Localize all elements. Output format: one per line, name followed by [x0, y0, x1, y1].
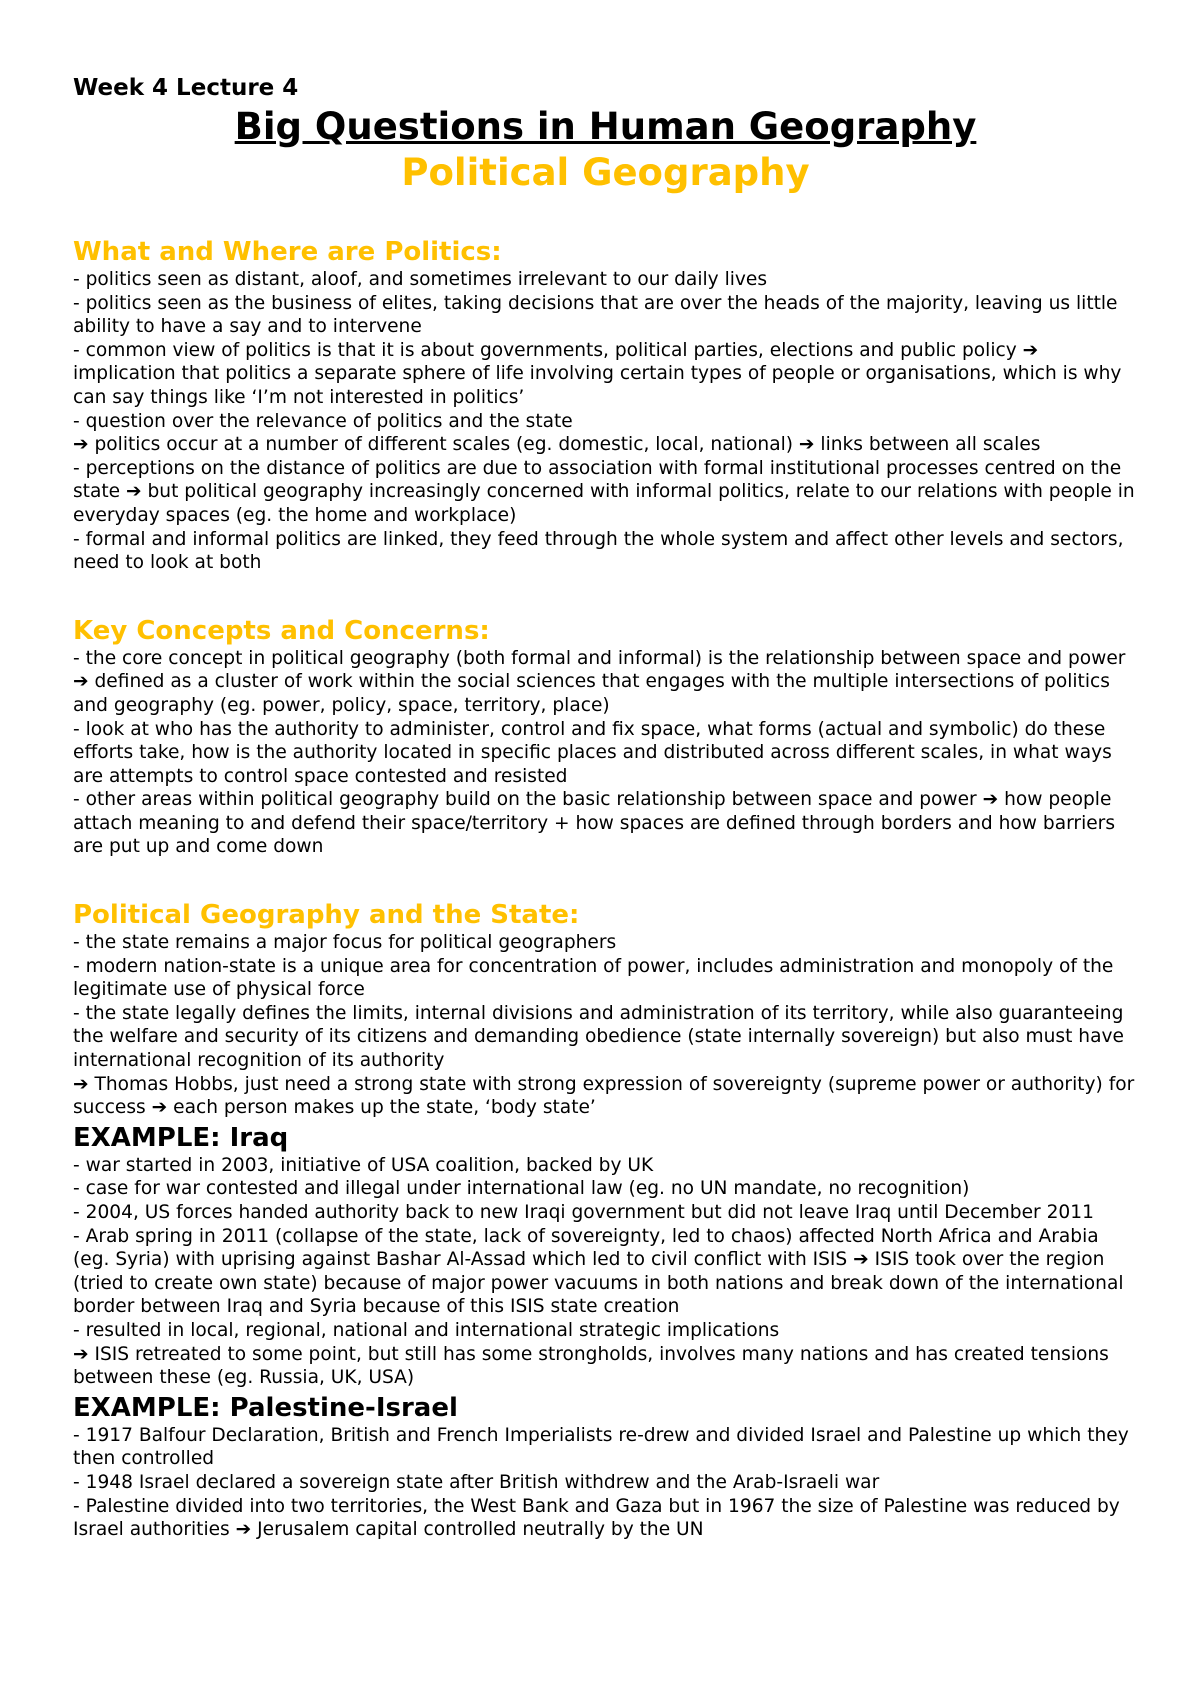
- bullet-item: - the state remains a major focus for political geographers: [73, 932, 617, 954]
- bullet-item: - politics seen as distant, aloof, and sometimes irrelevant to our daily lives: [73, 269, 768, 290]
- example-heading: EXAMPLE: Iraq: [73, 1122, 289, 1153]
- section-what-and-where: [73, 236, 1138, 575]
- bullet-list: [73, 931, 1138, 1120]
- bullet-item: - war started in 2003, initiative of USA coalition, backed by UK: [73, 1154, 654, 1176]
- example-heading: EXAMPLE: Palestine-Israel: [73, 1392, 458, 1423]
- bullet-item: - question over the relevance of politics and the state: [73, 410, 573, 432]
- document-title: Big Questions in Human Geography: [234, 105, 977, 148]
- section-heading: What and Where are Politics:: [73, 237, 502, 267]
- bullet-item: - the core concept in political geography (both formal and informal) is the relationship between space and power ➔ defined as a cluster of work within the social sciences that engages with the multiple intersections of politics and geography (eg. power, policy, space, territory, place): [73, 647, 1126, 716]
- week-label: Week 4 Lecture 4: [73, 75, 299, 101]
- bullet-item: - 1917 Balfour Declaration, British and French Imperialists re-drew and divided Israel and Palestine up which they then controlled: [73, 1424, 1129, 1470]
- document-subtitle: Political Geography: [401, 151, 810, 194]
- bullet-item: - look at who has the authority to administer, control and fix space, what forms (actual and symbolic) do these efforts take, how is the authority located in specific places and distributed across different scales, in what ways are attempts to control space contested and resisted: [73, 718, 1112, 787]
- bullet-item: - 2004, US forces handed authority back to new Iraqi government but did not leave Iraq until December 2011: [73, 1202, 1094, 1223]
- section-heading: Key Concepts and Concerns:: [73, 615, 490, 646]
- bullet-item: - perceptions on the distance of politics are due to association with formal institutional processes centred on the state ➔ but political geography increasingly concerned with informal politics, relate to our relations with people in everyday spaces (eg. the home and workplace): [73, 457, 1135, 526]
- bullet-item: ➔ politics occur at a number of different scales (eg. domestic, local, national) ➔ links between all scales: [73, 434, 1041, 456]
- bullet-item: - Arab spring in 2011 (collapse of the state, lack of sovereignty, led to chaos) affected North Africa and Arabia (eg. Syria) with uprising against Bashar Al-Assad which led to civil conflict with ISIS ➔ ISIS took over the region (tried to create own state) because of major power vacuums in both nations and break down of the international border between Iraq and Syria because of this ISIS state creation: [73, 1225, 1124, 1318]
- bullet-list: [73, 268, 1138, 575]
- bullet-item: - other areas within political geography build on the basic relationship between space and power ➔ how people attach meaning to and defend their space/territory + how spaces are defined through borders and how barriers are put up and come down: [73, 789, 1116, 858]
- bullet-item: - the state legally defines the limits, internal divisions and administration of its territory, while also guaranteeing the welfare and security of its citizens and demanding obedience (state internally sovereign) but also must have international recognition of its authority: [73, 1002, 1124, 1072]
- bullet-item: - Palestine divided into two territories, the West Bank and Gaza but in 1967 the size of Palestine was reduced by Israel authorities ➔ Jerusalem capital controlled neutrally by the UN: [73, 1495, 1120, 1541]
- section-heading: Political Geography and the State:: [73, 900, 580, 931]
- example-iraq: [73, 1122, 1138, 1390]
- bullet-item: - politics seen as the business of elites, taking decisions that are over the heads of the majority, leaving us little ability to have a say and to intervene: [73, 292, 1118, 338]
- bullet-item: ➔ Thomas Hobbs, just need a strong state with strong expression of sovereignty (supreme power or authority) for success ➔ each person makes up the state, ‘body state’: [73, 1073, 1135, 1119]
- section-political-geography-state: [73, 899, 1138, 1542]
- bullet-item: - resulted in local, regional, national and international strategic implications: [73, 1319, 780, 1341]
- bullet-item: - case for war contested and illegal under international law (eg. no UN mandate, no recognition): [73, 1178, 970, 1200]
- bullet-list: [73, 1154, 1138, 1390]
- section-key-concepts: [73, 615, 1138, 859]
- bullet-item: - modern nation-state is a unique area for concentration of power, includes administration and monopoly of the legitimate use of physical force: [73, 955, 1114, 1001]
- bullet-item: ➔ ISIS retreated to some point, but still has some strongholds, involves many nations and has created tensions between these (eg. Russia, UK, USA): [73, 1343, 1109, 1389]
- bullet-item: - formal and informal politics are linked, they feed through the whole system and affect other levels and sectors, need to look at both: [73, 528, 1124, 574]
- example-palestine-israel: [73, 1392, 1138, 1542]
- bullet-item: - common view of politics is that it is about governments, political parties, elections and public policy ➔ implication that politics a separate sphere of life involving certain types of people or organisations, which is why can say things like ‘I’m not interested in politics’: [73, 339, 1122, 408]
- bullet-list: [73, 1424, 1138, 1542]
- bullet-item: - 1948 Israel declared a sovereign state after British withdrew and the Arab-Israeli war: [73, 1471, 880, 1493]
- bullet-list: [73, 647, 1138, 859]
